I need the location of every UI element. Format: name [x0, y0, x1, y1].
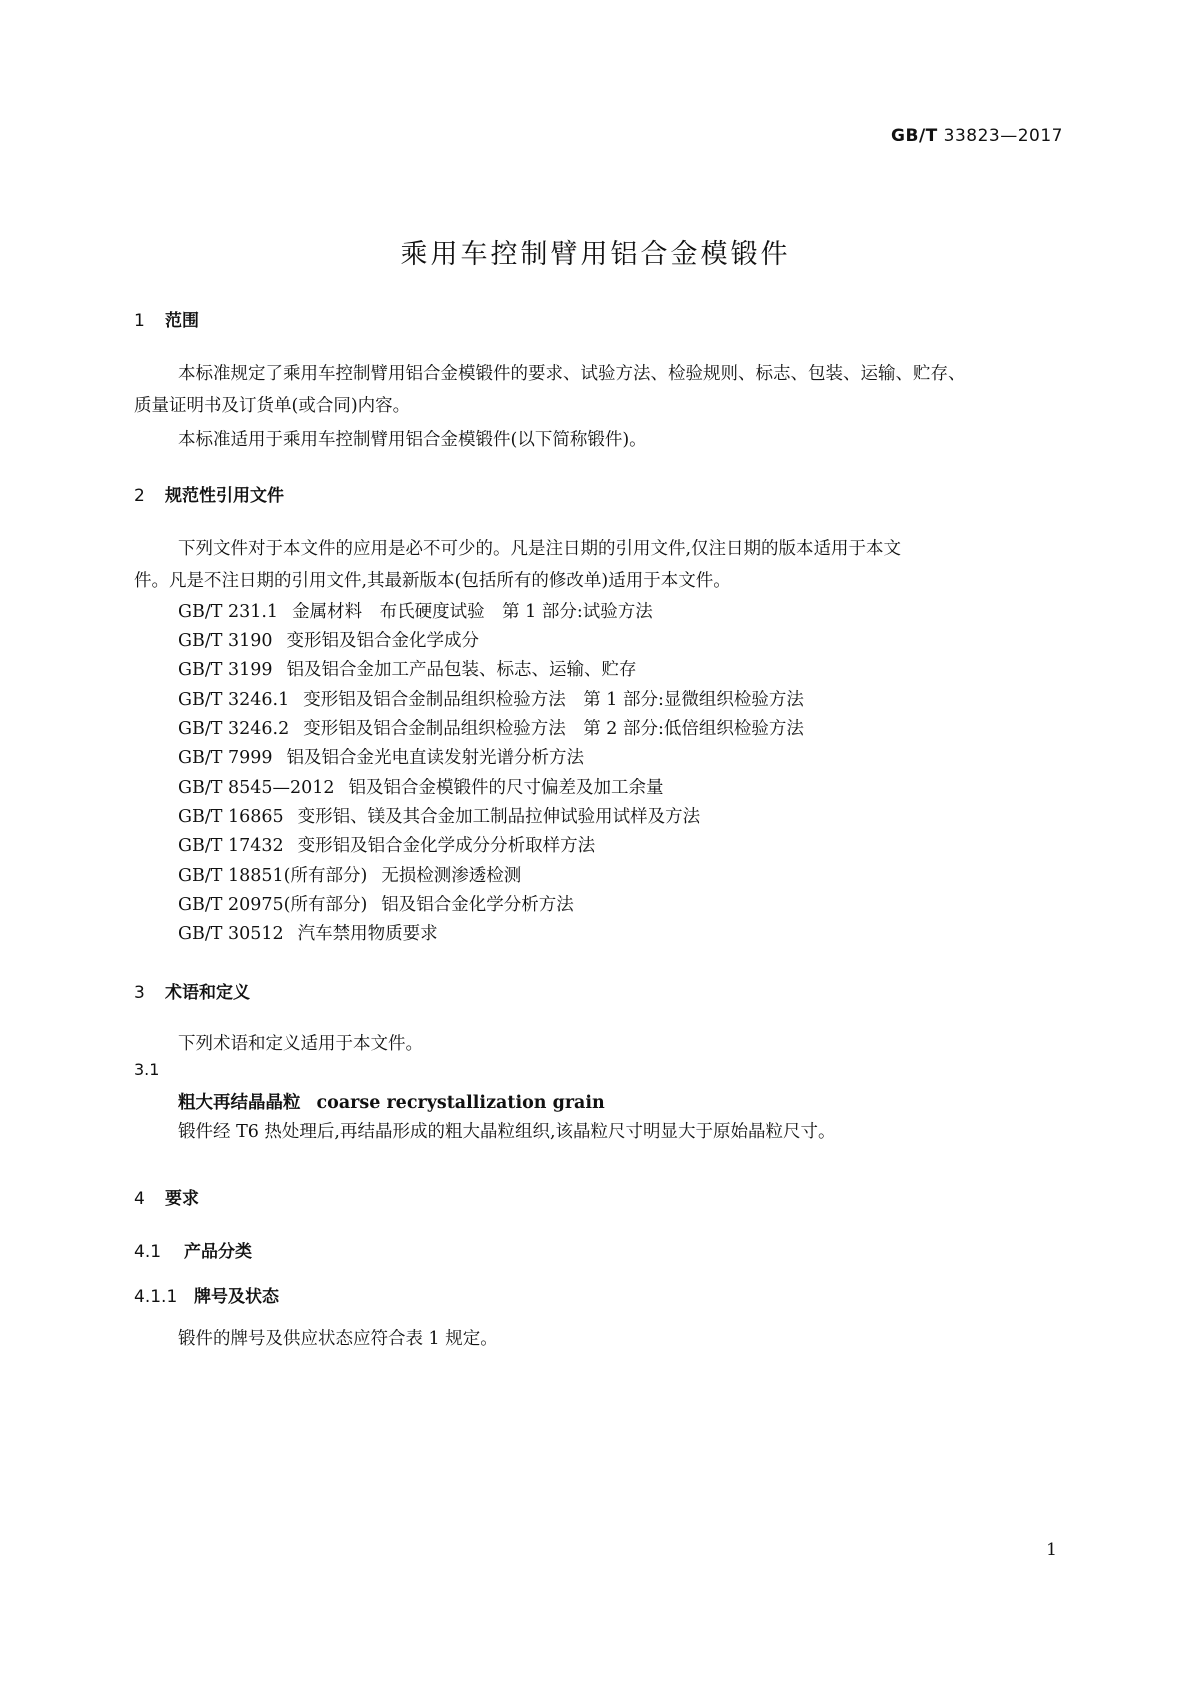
reference-title: 铝及铝合金模锻件的尺寸偏差及加工余量: [348, 778, 664, 798]
reference-title: 铝及铝合金化学分析方法: [381, 895, 574, 915]
section-1-paragraph-1: [134, 358, 1056, 422]
reference-item: [178, 891, 574, 916]
reference-title: 变形铝及铝合金制品组织检验方法 第 1 部分:显微组织检验方法: [303, 690, 804, 710]
section-2-intro: [134, 533, 1056, 597]
section-2-number: 2: [134, 486, 145, 506]
section-2-title: 规范性引用文件: [165, 486, 284, 506]
reference-code: GB/T 231.1: [178, 602, 279, 622]
reference-item: [178, 832, 595, 857]
reference-title: 变形铝及铝合金化学成分: [286, 631, 480, 651]
reference-code: GB/T 3246.2: [178, 719, 290, 739]
subsection-4-1-number: 4.1: [134, 1242, 162, 1262]
section-1-para1-line1: 本标准规定了乘用车控制臂用铝合金模锻件的要求、试验方法、检验规则、标志、包装、运输、贮存、: [178, 364, 966, 384]
reference-code: GB/T 30512: [178, 924, 284, 944]
subsection-4-1-heading: [134, 1237, 252, 1262]
section-3-heading: [134, 978, 250, 1003]
standard-code: 33823—2017: [943, 126, 1063, 146]
reference-code: GB/T 3199: [178, 660, 273, 680]
reference-item: [178, 862, 521, 887]
section-3-title: 术语和定义: [165, 983, 250, 1003]
term-name: [178, 1089, 605, 1114]
reference-title: 变形铝、镁及其合金加工制品拉伸试验用试样及方法: [297, 807, 701, 827]
reference-title: 变形铝及铝合金制品组织检验方法 第 2 部分:低倍组织检验方法: [303, 719, 804, 739]
reference-code: GB/T 8545—2012: [178, 778, 335, 798]
term-name-chinese: 粗大再结晶晶粒: [178, 1093, 301, 1113]
term-number: 3.1: [134, 1060, 160, 1079]
section-2-intro-line2: 件。凡是不注日期的引用文件,其最新版本(包括所有的修改单)适用于本文件。: [134, 571, 731, 591]
subsection-4-1-1-title: 牌号及状态: [194, 1287, 279, 1307]
section-1-number: 1: [134, 311, 145, 331]
section-1-paragraph-2: 本标准适用于乘用车控制臂用铝合金模锻件(以下简称锻件)。: [178, 430, 647, 450]
reference-code: GB/T 7999: [178, 748, 273, 768]
reference-code: GB/T 20975(所有部分): [178, 895, 368, 915]
reference-code: GB/T 3246.1: [178, 690, 290, 710]
standard-number: [891, 126, 1063, 146]
standard-prefix: GB/T: [891, 126, 938, 146]
reference-item: [178, 803, 700, 828]
section-1-title: 范围: [165, 311, 199, 331]
reference-item: [178, 656, 637, 681]
term-name-english: coarse recrystallization grain: [316, 1093, 605, 1113]
subsection-4-1-title: 产品分类: [184, 1242, 252, 1262]
subsection-4-1-1-number: 4.1.1: [134, 1287, 178, 1307]
section-1-heading: [134, 306, 199, 331]
reference-item: [178, 744, 584, 769]
reference-item: [178, 686, 804, 711]
reference-item: [178, 627, 479, 652]
subsection-4-1-1-text: 锻件的牌号及供应状态应符合表 1 规定。: [178, 1329, 498, 1349]
reference-title: 变形铝及铝合金化学成分分析取样方法: [297, 836, 596, 856]
section-4-number: 4: [134, 1189, 145, 1209]
reference-code: GB/T 16865: [178, 807, 284, 827]
page-number: 1: [1046, 1540, 1057, 1560]
reference-title: 无损检测渗透检测: [381, 866, 522, 886]
document-title: 乘用车控制臂用铝合金模锻件: [400, 239, 791, 270]
reference-item: [178, 598, 653, 623]
reference-title: 铝及铝合金加工产品包装、标志、运输、贮存: [286, 660, 637, 680]
reference-title: 汽车禁用物质要求: [297, 924, 438, 944]
reference-code: GB/T 3190: [178, 631, 273, 651]
section-3-number: 3: [134, 983, 145, 1003]
reference-code: GB/T 18851(所有部分): [178, 866, 368, 886]
reference-title: 铝及铝合金光电直读发射光谱分析方法: [286, 748, 585, 768]
section-4-title: 要求: [165, 1189, 199, 1209]
section-3-intro: 下列术语和定义适用于本文件。: [178, 1034, 423, 1054]
reference-item: [178, 774, 664, 799]
reference-item: [178, 715, 804, 740]
section-4-heading: [134, 1184, 199, 1209]
section-2-intro-line1: 下列文件对于本文件的应用是必不可少的。凡是注日期的引用文件,仅注日期的版本适用于本文: [178, 539, 902, 559]
reference-item: [178, 920, 438, 945]
reference-title: 金属材料 布氏硬度试验 第 1 部分:试验方法: [292, 602, 653, 622]
section-2-heading: [134, 481, 284, 506]
section-1-para1-line2: 质量证明书及订货单(或合同)内容。: [134, 396, 411, 416]
reference-code: GB/T 17432: [178, 836, 284, 856]
term-definition: 锻件经 T6 热处理后,再结晶形成的粗大晶粒组织,该晶粒尺寸明显大于原始晶粒尺寸。: [178, 1122, 836, 1142]
subsection-4-1-1-heading: [134, 1282, 279, 1307]
